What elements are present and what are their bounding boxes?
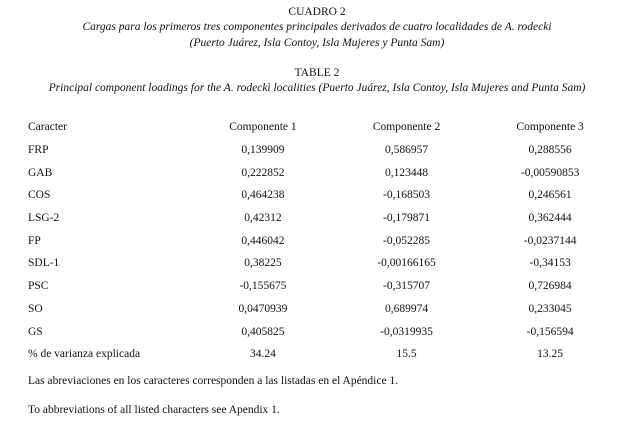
table-header-row <box>28 116 618 139</box>
table-cell: -0,0237144 <box>523 234 577 247</box>
table-cell: -0,34153 <box>529 257 571 270</box>
table-cell: -0,00590853 <box>520 166 580 179</box>
table-row <box>28 298 618 321</box>
table-cell: -0,0319935 <box>380 325 433 338</box>
row-label: GAB <box>28 166 53 179</box>
cuadro-label: CUADRO 2 <box>288 6 346 18</box>
loadings-table <box>28 116 618 366</box>
row-label: SDL-1 <box>28 257 60 270</box>
spanish-caption-line-1: Cargas para los primeros tres componentes principales derivados de cuatro localidades de A. rodecki <box>82 21 552 33</box>
table-cell: 0,405825 <box>241 325 285 338</box>
row-label: GS <box>28 325 43 338</box>
table-cell: -0,00166165 <box>377 257 436 270</box>
table-cell: 0,233045 <box>528 302 572 315</box>
column-header: Componente 3 <box>516 121 584 134</box>
row-label: FRP <box>28 144 49 157</box>
table-cell: -0,315707 <box>383 280 431 293</box>
row-label: FP <box>28 234 41 247</box>
table-cell: 0,288556 <box>528 144 572 157</box>
table-cell: 0,139909 <box>241 144 285 157</box>
spanish-caption-line-2: (Puerto Juárez, Isla Contoy, Isla Mujeres y Punta Sam) <box>189 37 445 49</box>
table-row <box>28 161 618 184</box>
table-row <box>28 275 618 298</box>
table-cell: 13.25 <box>537 348 564 361</box>
table-cell: 0,246561 <box>528 189 572 202</box>
table-cell: 0,362444 <box>528 212 572 225</box>
table-row <box>28 229 618 252</box>
column-header: Componente 2 <box>372 121 441 134</box>
column-header: Componente 1 <box>229 121 297 134</box>
table-row <box>28 320 618 343</box>
table-row <box>28 207 618 230</box>
row-label: COS <box>28 189 51 202</box>
table-cell: 0,222852 <box>241 166 285 179</box>
table-cell: 0,586957 <box>384 144 429 157</box>
table-cell: -0,156594 <box>526 325 574 338</box>
table-cell: 0,689974 <box>384 302 429 315</box>
table-cell: -0,155675 <box>239 280 287 293</box>
table-cell: 0,38225 <box>244 257 282 270</box>
table-label: TABLE 2 <box>294 67 340 79</box>
table-cell: -0,179871 <box>383 212 431 225</box>
row-label: SO <box>28 302 43 315</box>
column-header: Caracter <box>28 121 67 134</box>
table-row <box>28 139 618 162</box>
table-row <box>28 252 618 275</box>
row-label: LSG-2 <box>28 212 60 225</box>
table-cell: -0,168503 <box>383 189 431 202</box>
table-row <box>28 184 618 207</box>
spanish-footnote: Las abreviaciones en los caracteres corresponden a las listadas en el Apéndice 1. <box>28 375 399 387</box>
row-label: PSC <box>28 280 49 293</box>
english-caption-line-1: Principal component loadings for the A. rodeckì localities (Puerto Juárez, Isla Contoy, Isla Mujeres and Punta Sam) <box>48 82 586 94</box>
table-cell: -0,052285 <box>383 234 431 247</box>
table-row <box>28 343 618 366</box>
table-cell: 15.5 <box>396 348 417 361</box>
table-cell: 0,446042 <box>241 234 285 247</box>
table-cell: 0,726984 <box>528 280 572 293</box>
table-cell: 0,0470939 <box>238 302 288 315</box>
table-cell: 34.24 <box>250 348 276 361</box>
table-cell: 0,464238 <box>241 189 285 202</box>
table-cell: 0,123448 <box>384 166 429 179</box>
english-footnote: To abbreviations of all listed characters see Apendix 1. <box>28 404 280 416</box>
row-label: % de varianza explicada <box>28 348 141 361</box>
table-cell: 0,42312 <box>244 212 282 225</box>
